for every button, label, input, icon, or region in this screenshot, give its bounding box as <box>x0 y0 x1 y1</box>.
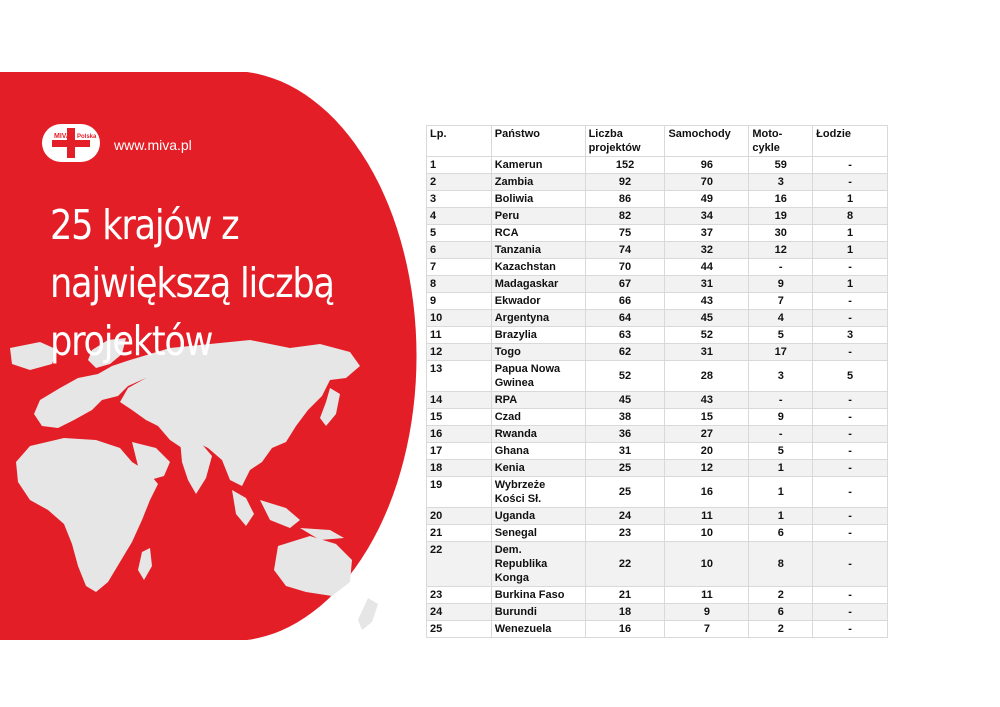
row-projects: 82 <box>585 208 665 225</box>
row-boats: - <box>813 409 888 426</box>
row-projects: 152 <box>585 157 665 174</box>
row-projects: 62 <box>585 344 665 361</box>
row-projects: 23 <box>585 525 665 542</box>
row-motorcycles: 3 <box>749 174 813 191</box>
row-country-line: Papua Nowa <box>494 363 561 375</box>
row-cars: 11 <box>665 508 749 525</box>
row-projects: 67 <box>585 276 665 293</box>
row-country-line: Gwinea <box>494 377 534 389</box>
row-country-line: Dem. <box>494 544 522 556</box>
row-boats: - <box>813 587 888 604</box>
row-country <box>491 621 585 638</box>
row-boats: - <box>813 426 888 443</box>
row-lp: 14 <box>427 392 492 409</box>
row-country <box>491 242 585 259</box>
row-country-line: Tanzania <box>494 244 541 256</box>
row-country <box>491 225 585 242</box>
row-country <box>491 174 585 191</box>
row-projects: 22 <box>585 542 665 587</box>
row-motorcycles: - <box>749 259 813 276</box>
row-country <box>491 276 585 293</box>
table-row <box>427 392 888 409</box>
row-country <box>491 259 585 276</box>
row-lp: 2 <box>427 174 492 191</box>
table-row <box>427 525 888 542</box>
row-lp: 19 <box>427 477 492 508</box>
row-boats: - <box>813 477 888 508</box>
table-row <box>427 174 888 191</box>
row-boats: - <box>813 344 888 361</box>
row-lp: 1 <box>427 157 492 174</box>
row-motorcycles: - <box>749 392 813 409</box>
logo-text-left: MIVA <box>54 133 71 140</box>
row-country <box>491 426 585 443</box>
header-motorcycles <box>749 126 813 157</box>
row-cars: 44 <box>665 259 749 276</box>
row-cars: 37 <box>665 225 749 242</box>
slide-title-line-2: największą liczbą <box>50 259 334 307</box>
row-boats: 1 <box>813 191 888 208</box>
row-country <box>491 361 585 392</box>
row-projects: 24 <box>585 508 665 525</box>
row-motorcycles: 1 <box>749 460 813 477</box>
table-header-row <box>427 126 888 157</box>
row-country-line: Burkina Faso <box>494 589 565 601</box>
row-lp: 24 <box>427 604 492 621</box>
row-projects: 74 <box>585 242 665 259</box>
row-lp: 10 <box>427 310 492 327</box>
row-motorcycles: 59 <box>749 157 813 174</box>
row-projects: 38 <box>585 409 665 426</box>
row-cars: 70 <box>665 174 749 191</box>
row-country-line: Republika <box>494 558 548 570</box>
projects-table <box>426 125 888 638</box>
row-boats: - <box>813 542 888 587</box>
row-boats: 1 <box>813 242 888 259</box>
row-motorcycles: 3 <box>749 361 813 392</box>
row-lp: 7 <box>427 259 492 276</box>
table-row <box>427 157 888 174</box>
row-cars: 7 <box>665 621 749 638</box>
row-country <box>491 157 585 174</box>
table-row <box>427 426 888 443</box>
row-cars: 12 <box>665 460 749 477</box>
row-country-line: Ekwador <box>494 295 541 307</box>
row-country-line: Ghana <box>494 445 529 457</box>
slide-title-line-1: 25 krajów z <box>50 201 239 249</box>
row-projects: 75 <box>585 225 665 242</box>
row-cars: 10 <box>665 542 749 587</box>
row-boats: - <box>813 392 888 409</box>
row-cars: 34 <box>665 208 749 225</box>
table-row <box>427 443 888 460</box>
row-projects: 92 <box>585 174 665 191</box>
row-country <box>491 191 585 208</box>
row-cars: 43 <box>665 392 749 409</box>
row-motorcycles: 19 <box>749 208 813 225</box>
table-row <box>427 621 888 638</box>
row-country-line: Wybrzeże <box>494 479 546 491</box>
row-boats: - <box>813 293 888 310</box>
row-projects: 18 <box>585 604 665 621</box>
row-country-line: Czad <box>494 411 522 423</box>
row-motorcycles: 5 <box>749 327 813 344</box>
row-cars: 16 <box>665 477 749 508</box>
table-row <box>427 259 888 276</box>
row-boats: - <box>813 525 888 542</box>
header-moto-line-1: Moto- <box>752 128 783 140</box>
row-country-line: Wenezuela <box>494 623 552 635</box>
row-cars: 52 <box>665 327 749 344</box>
row-motorcycles: 8 <box>749 542 813 587</box>
row-motorcycles: 16 <box>749 191 813 208</box>
row-projects: 25 <box>585 477 665 508</box>
row-country-line: Kenia <box>494 462 525 474</box>
table-row <box>427 477 888 508</box>
row-motorcycles: 12 <box>749 242 813 259</box>
row-boats: 1 <box>813 276 888 293</box>
row-cars: 43 <box>665 293 749 310</box>
row-motorcycles: 5 <box>749 443 813 460</box>
table-row <box>427 587 888 604</box>
table-row <box>427 327 888 344</box>
row-cars: 11 <box>665 587 749 604</box>
miva-logo <box>42 124 100 162</box>
table-row <box>427 242 888 259</box>
row-country <box>491 392 585 409</box>
slide-title-line-3: projektów <box>50 317 213 365</box>
row-cars: 15 <box>665 409 749 426</box>
row-country-line: Peru <box>494 210 520 222</box>
row-projects: 70 <box>585 259 665 276</box>
row-country <box>491 508 585 525</box>
row-motorcycles: - <box>749 426 813 443</box>
row-lp: 8 <box>427 276 492 293</box>
row-projects: 21 <box>585 587 665 604</box>
row-cars: 31 <box>665 276 749 293</box>
row-lp: 21 <box>427 525 492 542</box>
header-projects-line-1: Liczba <box>588 128 623 140</box>
row-country-line: Boliwia <box>494 193 534 205</box>
website-url: www.miva.pl <box>114 137 192 153</box>
table-row <box>427 508 888 525</box>
header-country: Państwo <box>491 126 585 157</box>
row-cars: 9 <box>665 604 749 621</box>
row-country <box>491 604 585 621</box>
table-body <box>427 157 888 638</box>
table-row <box>427 460 888 477</box>
row-lp: 3 <box>427 191 492 208</box>
row-boats: 8 <box>813 208 888 225</box>
row-country-line: Uganda <box>494 510 536 522</box>
row-boats: 3 <box>813 327 888 344</box>
row-lp: 12 <box>427 344 492 361</box>
row-boats: - <box>813 604 888 621</box>
table-row <box>427 225 888 242</box>
row-country-line: Madagaskar <box>494 278 559 290</box>
table-row <box>427 276 888 293</box>
row-boats: - <box>813 460 888 477</box>
row-projects: 63 <box>585 327 665 344</box>
row-projects: 31 <box>585 443 665 460</box>
world-map-graphic <box>0 330 400 640</box>
row-lp: 11 <box>427 327 492 344</box>
row-motorcycles: 6 <box>749 525 813 542</box>
row-country <box>491 208 585 225</box>
row-country-line: Kazachstan <box>494 261 556 273</box>
row-country-line: Argentyna <box>494 312 550 324</box>
row-lp: 15 <box>427 409 492 426</box>
slide-title <box>50 196 334 370</box>
row-cars: 31 <box>665 344 749 361</box>
row-country <box>491 460 585 477</box>
row-boats: - <box>813 259 888 276</box>
header-projects <box>585 126 665 157</box>
row-country-line: Togo <box>494 346 521 358</box>
row-country-line: Kości Sł. <box>494 493 542 505</box>
row-projects: 66 <box>585 293 665 310</box>
header-cars: Samochody <box>665 126 749 157</box>
table-row <box>427 344 888 361</box>
row-country <box>491 344 585 361</box>
table-row <box>427 208 888 225</box>
row-lp: 25 <box>427 621 492 638</box>
table-row <box>427 409 888 426</box>
row-motorcycles: 1 <box>749 508 813 525</box>
row-cars: 32 <box>665 242 749 259</box>
row-projects: 52 <box>585 361 665 392</box>
row-projects: 64 <box>585 310 665 327</box>
row-lp: 16 <box>427 426 492 443</box>
table-row <box>427 293 888 310</box>
row-cars: 10 <box>665 525 749 542</box>
row-motorcycles: 9 <box>749 276 813 293</box>
header-moto-line-2: cykle <box>752 142 780 154</box>
table-row <box>427 542 888 587</box>
row-boats: 5 <box>813 361 888 392</box>
row-projects: 36 <box>585 426 665 443</box>
row-country <box>491 409 585 426</box>
row-country-line: Rwanda <box>494 428 537 440</box>
row-lp: 23 <box>427 587 492 604</box>
row-country <box>491 525 585 542</box>
row-boats: - <box>813 621 888 638</box>
row-cars: 96 <box>665 157 749 174</box>
row-boats: - <box>813 174 888 191</box>
row-motorcycles: 6 <box>749 604 813 621</box>
row-country <box>491 293 585 310</box>
row-motorcycles: 2 <box>749 587 813 604</box>
row-motorcycles: 1 <box>749 477 813 508</box>
row-country-line: Burundi <box>494 606 537 618</box>
row-projects: 86 <box>585 191 665 208</box>
logo-text-right: Polska <box>77 134 97 140</box>
row-lp: 18 <box>427 460 492 477</box>
row-country <box>491 477 585 508</box>
row-country <box>491 310 585 327</box>
row-country-line: RPA <box>494 394 518 406</box>
row-country <box>491 327 585 344</box>
row-boats: - <box>813 508 888 525</box>
row-cars: 28 <box>665 361 749 392</box>
header-boats: Łodzie <box>813 126 888 157</box>
row-cars: 20 <box>665 443 749 460</box>
row-projects: 25 <box>585 460 665 477</box>
row-boats: 1 <box>813 225 888 242</box>
row-country <box>491 542 585 587</box>
row-lp: 5 <box>427 225 492 242</box>
table-row <box>427 361 888 392</box>
header-lp: Lp. <box>427 126 492 157</box>
row-motorcycles: 17 <box>749 344 813 361</box>
row-motorcycles: 4 <box>749 310 813 327</box>
row-country-line: Kamerun <box>494 159 543 171</box>
row-country-line: Brazylia <box>494 329 537 341</box>
row-lp: 17 <box>427 443 492 460</box>
header-projects-line-2: projektów <box>588 142 641 154</box>
row-lp: 4 <box>427 208 492 225</box>
row-motorcycles: 9 <box>749 409 813 426</box>
row-motorcycles: 30 <box>749 225 813 242</box>
row-cars: 27 <box>665 426 749 443</box>
row-projects: 45 <box>585 392 665 409</box>
row-country <box>491 443 585 460</box>
table-row <box>427 604 888 621</box>
row-lp: 9 <box>427 293 492 310</box>
row-motorcycles: 2 <box>749 621 813 638</box>
row-country-line: RCA <box>494 227 519 239</box>
row-cars: 49 <box>665 191 749 208</box>
row-country-line: Zambia <box>494 176 534 188</box>
row-boats: - <box>813 157 888 174</box>
row-lp: 22 <box>427 542 492 587</box>
row-lp: 6 <box>427 242 492 259</box>
row-lp: 20 <box>427 508 492 525</box>
row-country <box>491 587 585 604</box>
table-row <box>427 191 888 208</box>
row-cars: 45 <box>665 310 749 327</box>
table-row <box>427 310 888 327</box>
row-country-line: Senegal <box>494 527 537 539</box>
row-motorcycles: 7 <box>749 293 813 310</box>
row-projects: 16 <box>585 621 665 638</box>
row-lp: 13 <box>427 361 492 392</box>
row-boats: - <box>813 443 888 460</box>
row-country-line: Konga <box>494 572 529 584</box>
row-boats: - <box>813 310 888 327</box>
